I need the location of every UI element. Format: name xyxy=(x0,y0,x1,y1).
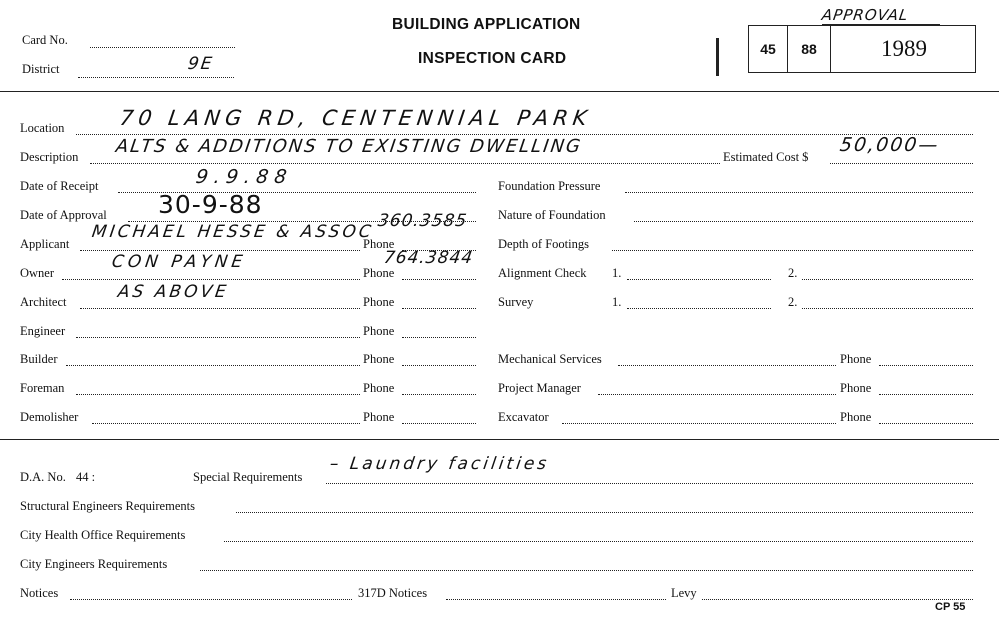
excavator-phone-field[interactable] xyxy=(879,423,973,424)
notices-field[interactable] xyxy=(70,599,352,600)
engineer-label: Engineer xyxy=(20,324,66,338)
estimated-cost-value: 50,000— xyxy=(838,134,942,156)
excavator-field[interactable] xyxy=(562,423,836,424)
city-eng-field[interactable] xyxy=(200,570,973,571)
levy-field[interactable] xyxy=(702,599,973,600)
form-title: BUILDING APPLICATION xyxy=(392,16,581,33)
builder-field[interactable] xyxy=(66,365,360,366)
nature-foundation-label: Nature of Foundation xyxy=(498,208,606,222)
notices-label: Notices xyxy=(20,586,59,600)
applicant-label: Applicant xyxy=(20,237,70,251)
city-eng-label: City Engineers Requirements xyxy=(20,557,168,571)
alignment-num2: 2. xyxy=(788,266,798,280)
owner-label: Owner xyxy=(20,266,55,280)
ref-num2: 88 xyxy=(788,26,831,72)
foreman-label: Foreman xyxy=(20,381,65,395)
owner-phone-field[interactable] xyxy=(402,279,476,280)
architect-label: Architect xyxy=(20,295,67,309)
builder-phone-field[interactable] xyxy=(402,365,476,366)
card-no-label: Card No. xyxy=(22,33,68,47)
demolisher-phone-field[interactable] xyxy=(402,423,476,424)
foreman-phone-field[interactable] xyxy=(402,394,476,395)
alignment-label: Alignment Check xyxy=(498,266,587,280)
project-manager-field[interactable] xyxy=(598,394,836,395)
location-field[interactable] xyxy=(76,134,973,135)
demolisher-field[interactable] xyxy=(92,423,360,424)
reference-box xyxy=(748,25,976,73)
district-label: District xyxy=(22,62,60,76)
location-value: 70 LANG RD, CENTENNIAL PARK xyxy=(118,106,594,130)
builder-label: Builder xyxy=(20,352,58,366)
foreman-phone-label: Phone xyxy=(363,381,395,395)
mechanical-phone-field[interactable] xyxy=(879,365,973,366)
builder-phone-label: Phone xyxy=(363,352,395,366)
location-label: Location xyxy=(20,121,65,135)
alignment-field-1[interactable] xyxy=(627,279,771,280)
project-manager-phone-field[interactable] xyxy=(879,394,973,395)
survey-label: Survey xyxy=(498,295,534,309)
health-label: City Health Office Requirements xyxy=(20,528,186,542)
special-req-field[interactable] xyxy=(326,483,973,484)
da-label: D.A. No. xyxy=(20,470,66,484)
demolisher-phone-label: Phone xyxy=(363,410,395,424)
structural-field[interactable] xyxy=(236,512,973,513)
mechanical-phone-label: Phone xyxy=(840,352,872,366)
project-manager-phone-label: Phone xyxy=(840,381,872,395)
receipt-label: Date of Receipt xyxy=(20,179,99,193)
project-manager-label: Project Manager xyxy=(498,381,581,395)
structural-label: Structural Engineers Requirements xyxy=(20,499,195,513)
mechanical-field[interactable] xyxy=(618,365,836,366)
notices317-field[interactable] xyxy=(446,599,666,600)
form-subtitle: INSPECTION CARD xyxy=(418,50,567,67)
approval-note: APPROVAL xyxy=(820,6,910,24)
applicant-phone-label: Phone xyxy=(363,237,395,251)
form-code: CP 55 xyxy=(935,601,966,613)
engineer-field[interactable] xyxy=(76,337,360,338)
special-req-label: Special Requirements xyxy=(193,470,303,484)
levy-label: Levy xyxy=(671,586,697,600)
foundation-pressure-label: Foundation Pressure xyxy=(498,179,601,193)
district-field[interactable] xyxy=(78,77,234,78)
foundation-pressure-field[interactable] xyxy=(625,192,973,193)
alignment-num1: 1. xyxy=(612,266,622,280)
architect-phone-label: Phone xyxy=(363,295,395,309)
survey-field-1[interactable] xyxy=(627,308,771,309)
applicant-value: MICHAEL HESSE & ASSOC xyxy=(90,222,376,242)
card-no-field[interactable] xyxy=(90,47,235,48)
section-divider xyxy=(0,439,999,440)
excavator-phone-label: Phone xyxy=(840,410,872,424)
health-field[interactable] xyxy=(224,541,973,542)
nature-foundation-field[interactable] xyxy=(634,221,973,222)
demolisher-label: Demolisher xyxy=(20,410,79,424)
approval-date-label: Date of Approval xyxy=(20,208,107,222)
survey-num2: 2. xyxy=(788,295,798,309)
survey-num1: 1. xyxy=(612,295,622,309)
estimated-cost-field[interactable] xyxy=(830,163,973,164)
da-value: 44 : xyxy=(76,470,96,484)
description-label: Description xyxy=(20,150,79,164)
architect-field[interactable] xyxy=(80,308,360,309)
owner-phone-label: Phone xyxy=(363,266,395,280)
applicant-phone-value: 360.3585 xyxy=(376,211,469,231)
excavator-label: Excavator xyxy=(498,410,549,424)
special-req-value: – Laundry facilities xyxy=(328,454,551,474)
engineer-phone-field[interactable] xyxy=(402,337,476,338)
ref-year: 1989 xyxy=(881,36,927,61)
depth-footings-field[interactable] xyxy=(612,250,973,251)
engineer-phone-label: Phone xyxy=(363,324,395,338)
survey-field-2[interactable] xyxy=(802,308,973,309)
receipt-value: 9.9.88 xyxy=(194,166,294,188)
alignment-field-2[interactable] xyxy=(802,279,973,280)
estimated-cost-label: Estimated Cost $ xyxy=(723,150,809,164)
ref-num1: 45 xyxy=(749,26,788,72)
description-field[interactable] xyxy=(90,163,720,164)
notices317-label: 317D Notices xyxy=(358,586,428,600)
owner-value: CON PAYNE xyxy=(110,252,248,272)
applicant-field[interactable] xyxy=(80,250,360,251)
approval-date-value: 30-9-88 xyxy=(158,190,263,219)
architect-value: AS ABOVE xyxy=(116,282,231,302)
description-value: ALTS & ADDITIONS TO EXISTING DWELLING xyxy=(114,136,584,157)
margin-mark xyxy=(716,38,719,76)
header-divider xyxy=(0,91,999,92)
owner-phone-value: 764.3844 xyxy=(382,248,475,268)
depth-footings-label: Depth of Footings xyxy=(498,237,589,251)
owner-field[interactable] xyxy=(62,279,360,280)
district-value: 9E xyxy=(186,54,215,74)
architect-phone-field[interactable] xyxy=(402,308,476,309)
mechanical-label: Mechanical Services xyxy=(498,352,602,366)
foreman-field[interactable] xyxy=(76,394,360,395)
